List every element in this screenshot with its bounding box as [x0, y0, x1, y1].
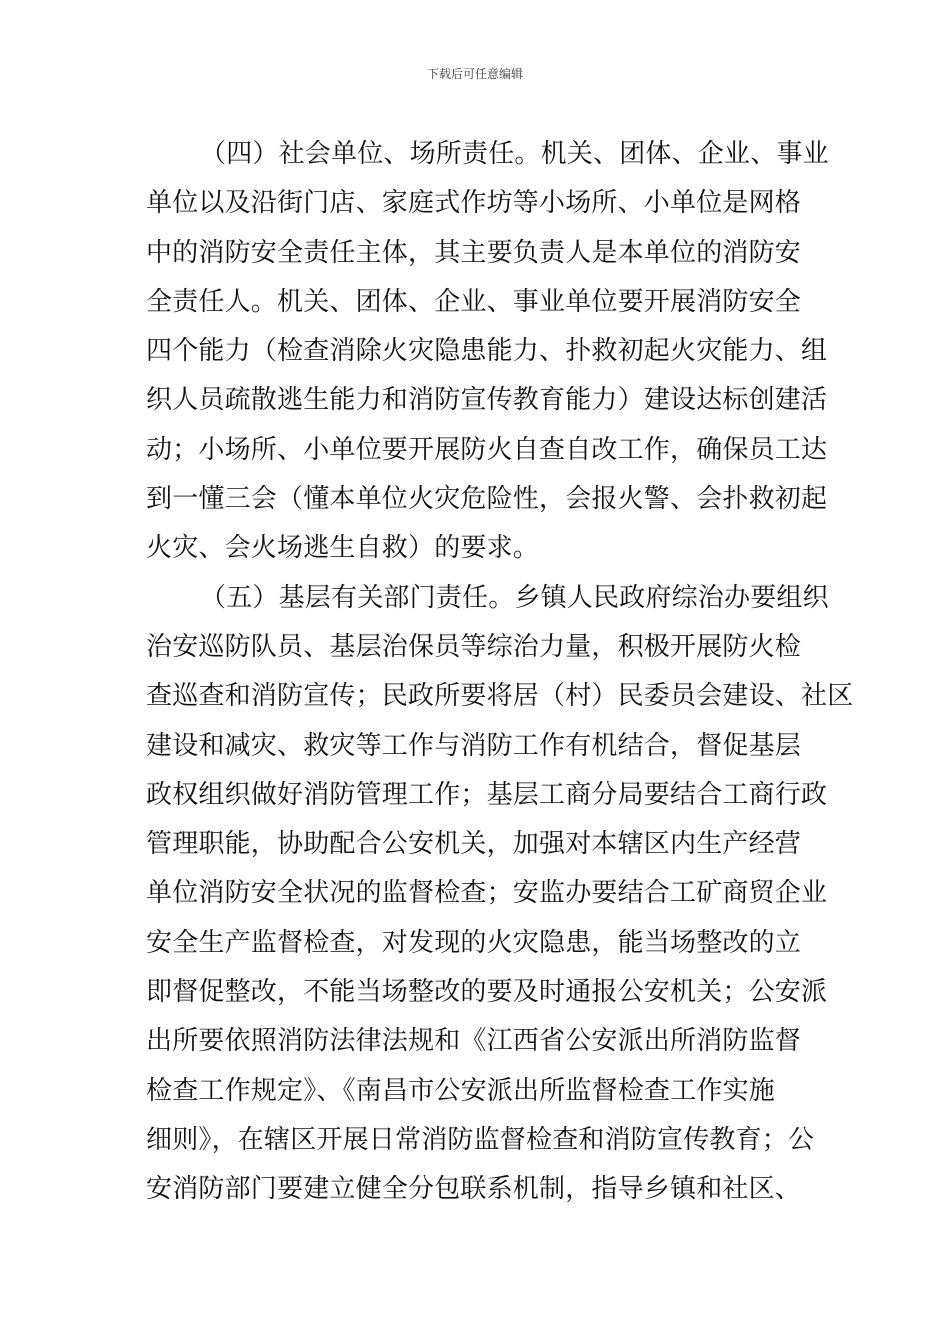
- text-line: 政权组织做好消防管理工作；基层工商分局要结合工商行政: [146, 779, 828, 810]
- text-line: （四）社会单位、场所责任。机关、团体、企业、事业: [200, 139, 829, 169]
- page-header-note: 下载后可任意编辑: [426, 67, 523, 81]
- text-line: 出所要依照消防法律法规和《江西省公安派出所消防监督: [146, 1026, 802, 1057]
- text-line: 到一懂三会（懂本单位火灾危险性，会报火警、会扑救初起: [146, 484, 828, 515]
- text-line: 安全生产监督检查，对发现的火灾隐患，能当场整改的立: [146, 927, 802, 958]
- document-body: [146, 130, 854, 1215]
- text-line: 全责任人。机关、团体、企业、事业单位要开展消防安全: [146, 286, 802, 317]
- text-line: 火灾、会火场逃生自救）的要求。: [146, 533, 540, 564]
- text-line: 细则》，在辖区开展日常消防监督检查和消防宣传教育；公: [146, 1124, 815, 1155]
- text-line: 治安巡防队员、基层治保员等综治力量，积极开展防火检: [146, 631, 802, 662]
- text-line: 中的消防安全责任主体，其主要负责人是本单位的消防安: [146, 237, 802, 268]
- text-line: 查巡查和消防宣传；民政所要将居（村）民委员会建设、社区: [146, 681, 854, 712]
- text-line: 织人员疏散逃生能力和消防宣传教育能力）建设达标创建活: [146, 385, 828, 416]
- text-line: 即督促整改，不能当场整改的要及时通报公安机关；公安派: [146, 977, 828, 1008]
- text-line: 检查工作规定》、《南昌市公安派出所监督检查工作实施: [146, 1075, 776, 1106]
- text-line: 安消防部门要建立健全分包联系机制，指导乡镇和社区、: [146, 1174, 802, 1205]
- text-line: 单位以及沿街门店、家庭式作坊等小场所、小单位是网格: [146, 188, 802, 219]
- text-line: 单位消防安全状况的监督检查；安监办要结合工矿商贸企业: [146, 878, 828, 909]
- text-line: 管理职能，协助配合公安机关，加强对本辖区内生产经营: [146, 829, 802, 860]
- text-line: 动；小场所、小单位要开展防火自查自改工作，确保员工达: [146, 434, 828, 465]
- text-line: （五）基层有关部门责任。乡镇人民政府综治办要组织: [200, 582, 829, 613]
- paragraph-5-grassroots-departments: [146, 574, 854, 1215]
- text-line: 建设和减灾、救灾等工作与消防工作有机结合，督促基层: [146, 730, 802, 761]
- text-line: 四个能力（检查消除火灾隐患能力、扑救初起火灾能力、组: [146, 336, 828, 367]
- paragraph-4-social-units: [146, 130, 829, 574]
